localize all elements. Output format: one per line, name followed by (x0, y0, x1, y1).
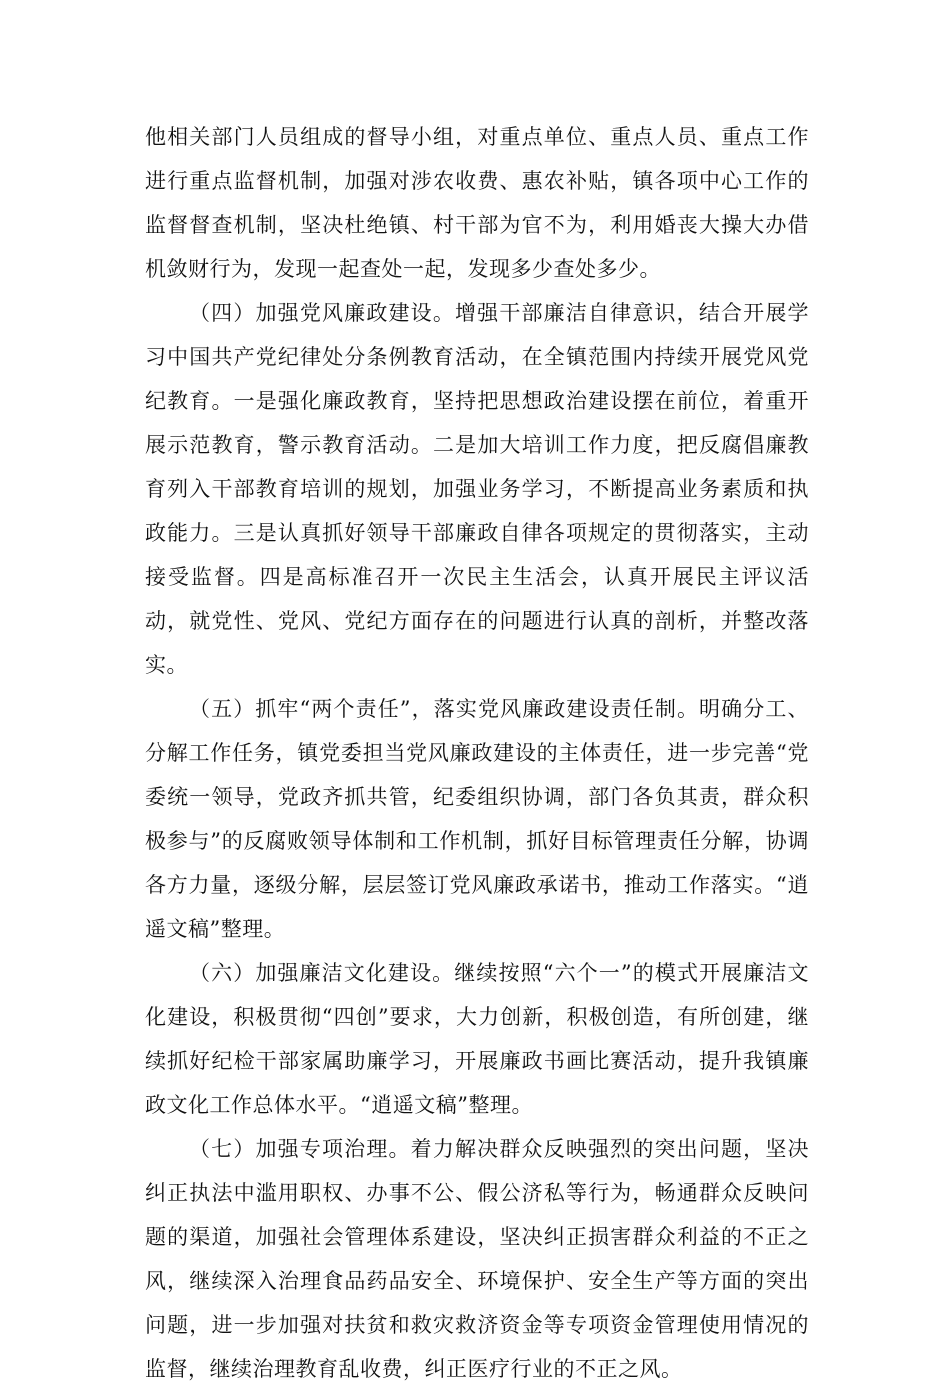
paragraph-continued: 他相关部门人员组成的督导小组，对重点单位、重点人员、重点工作进行重点监督机制，加强对涉农收费、惠农补贴，镇各项中心工作的监督督查机制，坚决杜绝镇、村干部为官不为，利用婚丧大操大办借机敛财行为，发现一起查处一起，发现多少查处多少。 (145, 125, 809, 281)
document-page (145, 115, 809, 1391)
paragraph-section-6: （六）加强廉洁文化建设。继续按照“六个一”的模式开展廉洁文化建设，积极贯彻“四创”要求，大力创新，积极创造，有所创建，继续抓好纪检干部家属助廉学习，开展廉政书画比赛活动，提升我镇廉政文化工作总体水平。“逍遥文稿”整理。 (145, 961, 809, 1117)
paragraph-section-5: （五）抓牢“两个责任”，落实党风廉政建设责任制。明确分工、分解工作任务，镇党委担当党风廉政建设的主体责任，进一步完善“党委统一领导，党政齐抓共管，纪委组织协调，部门各负其责，群众积极参与”的反腐败领导体制和工作机制，抓好目标管理责任分解，协调各方力量，逐级分解，层层签订党风廉政承诺书，推动工作落实。“逍遥文稿”整理。 (145, 697, 809, 941)
paragraph-section-7: （七）加强专项治理。着力解决群众反映强烈的突出问题，坚决纠正执法中滥用职权、办事不公、假公济私等行为，畅通群众反映问题的渠道，加强社会管理体系建设，坚决纠正损害群众利益的不正之风，继续深入治理食品药品安全、环境保护、安全生产等方面的突出问题，进一步加强对扶贫和救灾救济资金等专项资金管理使用情况的监督，继续治理教育乱收费，纠正医疗行业的不正之风。 (145, 1137, 809, 1381)
paragraph-section-4: （四）加强党风廉政建设。增强干部廉洁自律意识，结合开展学习中国共产党纪律处分条例教育活动，在全镇范围内持续开展党风党纪教育。一是强化廉政教育，坚持把思想政治建设摆在前位，着重开展示范教育，警示教育活动。二是加大培训工作力度，把反腐倡廉教育列入干部教育培训的规划，加强业务学习，不断提高业务素质和执政能力。三是认真抓好领导干部廉政自律各项规定的贯彻落实，主动接受监督。四是高标准召开一次民主生活会，认真开展民主评议活动，就党性、党风、党纪方面存在的问题进行认真的剖析，并整改落实。 (145, 301, 809, 677)
